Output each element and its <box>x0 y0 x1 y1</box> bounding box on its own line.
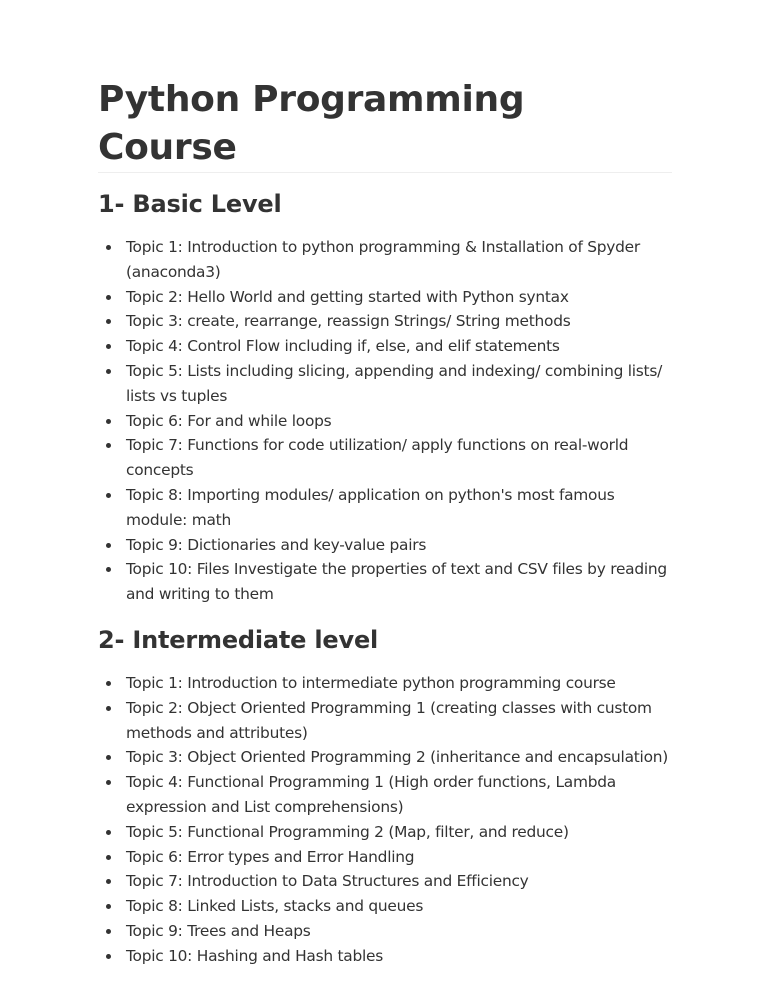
list-item <box>126 533 672 558</box>
bullet-icon <box>106 344 111 349</box>
topic-text: Topic 6: For and while loops <box>126 411 332 430</box>
topic-text: Topic 4: Control Flow including if, else, and elif statements <box>126 337 560 356</box>
topic-text: Topic 8: Linked Lists, stacks and queues <box>126 897 424 916</box>
topic-text: Topic 2: Object Oriented Programming 1 (creating classes with custom methods and attributes) <box>126 698 652 742</box>
topic-text: Topic 7: Introduction to Data Structures and Efficiency <box>126 872 529 891</box>
bullet-icon <box>106 879 111 884</box>
topic-text: Topic 10: Files Investigate the properties of text and CSV files by reading and writing to them <box>126 560 667 604</box>
bullet-icon <box>106 369 111 374</box>
list-item <box>126 557 672 607</box>
list-item <box>126 359 672 409</box>
topic-list-intermediate <box>98 671 672 969</box>
bullet-icon <box>106 830 111 835</box>
bullet-icon <box>106 419 111 424</box>
topic-text: Topic 2: Hello World and getting started with Python syntax <box>126 287 569 306</box>
topic-text: Topic 4: Functional Programming 1 (High order functions, Lambda expression and List comprehensions) <box>126 773 616 816</box>
topic-text: Topic 1: Introduction to python programming & Installation of Spyder (anaconda3) <box>126 238 640 281</box>
list-item <box>126 285 672 310</box>
bullet-icon <box>106 295 111 300</box>
topic-text: Topic 6: Error types and Error Handling <box>126 847 415 866</box>
bullet-icon <box>106 443 111 448</box>
list-item <box>126 696 672 746</box>
page-title: Python Programming Course <box>98 76 672 173</box>
list-item <box>126 235 672 285</box>
list-item <box>126 770 672 820</box>
list-item <box>126 944 672 969</box>
topic-text: Topic 5: Lists including slicing, appending and indexing/ combining lists/ lists vs tuples <box>126 361 663 405</box>
list-item <box>126 745 672 770</box>
bullet-icon <box>106 755 111 760</box>
topic-text: Topic 5: Functional Programming 2 (Map, filter, and reduce) <box>126 822 569 841</box>
list-item <box>126 820 672 845</box>
section-heading-basic: 1- Basic Level <box>98 190 282 218</box>
section-heading-intermediate: 2- Intermediate level <box>98 625 379 654</box>
list-item <box>126 894 672 919</box>
list-item <box>126 433 672 483</box>
list-item <box>126 671 672 696</box>
list-item <box>126 309 672 334</box>
topic-text: Topic 1: Introduction to intermediate python programming course <box>126 673 616 692</box>
bullet-icon <box>106 319 111 324</box>
list-item <box>126 869 672 894</box>
bullet-icon <box>106 780 111 785</box>
list-item <box>126 919 672 944</box>
bullet-icon <box>106 681 111 686</box>
bullet-icon <box>106 954 111 959</box>
bullet-icon <box>106 543 111 548</box>
topic-text: Topic 7: Functions for code utilization/ apply functions on real-world concepts <box>126 436 629 480</box>
bullet-icon <box>106 855 111 860</box>
topic-list-basic <box>98 235 672 607</box>
bullet-icon <box>106 706 111 711</box>
topic-text: Topic 9: Dictionaries and key-value pairs <box>126 535 427 554</box>
bullet-icon <box>106 245 111 250</box>
document-page <box>98 76 672 969</box>
topic-text: Topic 3: Object Oriented Programming 2 (inheritance and encapsulation) <box>126 748 669 767</box>
topic-text: Topic 9: Trees and Heaps <box>126 921 311 940</box>
bullet-icon <box>106 493 111 498</box>
topic-text: Topic 8: Importing modules/ application on python's most famous module: math <box>126 485 615 529</box>
list-item <box>126 483 672 533</box>
bullet-icon <box>106 929 111 934</box>
topic-text: Topic 10: Hashing and Hash tables <box>126 946 383 965</box>
topic-text: Topic 3: create, rearrange, reassign Strings/ String methods <box>126 312 571 331</box>
list-item <box>126 334 672 359</box>
bullet-icon <box>106 567 111 572</box>
list-item <box>126 409 672 434</box>
bullet-icon <box>106 904 111 909</box>
list-item <box>126 845 672 870</box>
